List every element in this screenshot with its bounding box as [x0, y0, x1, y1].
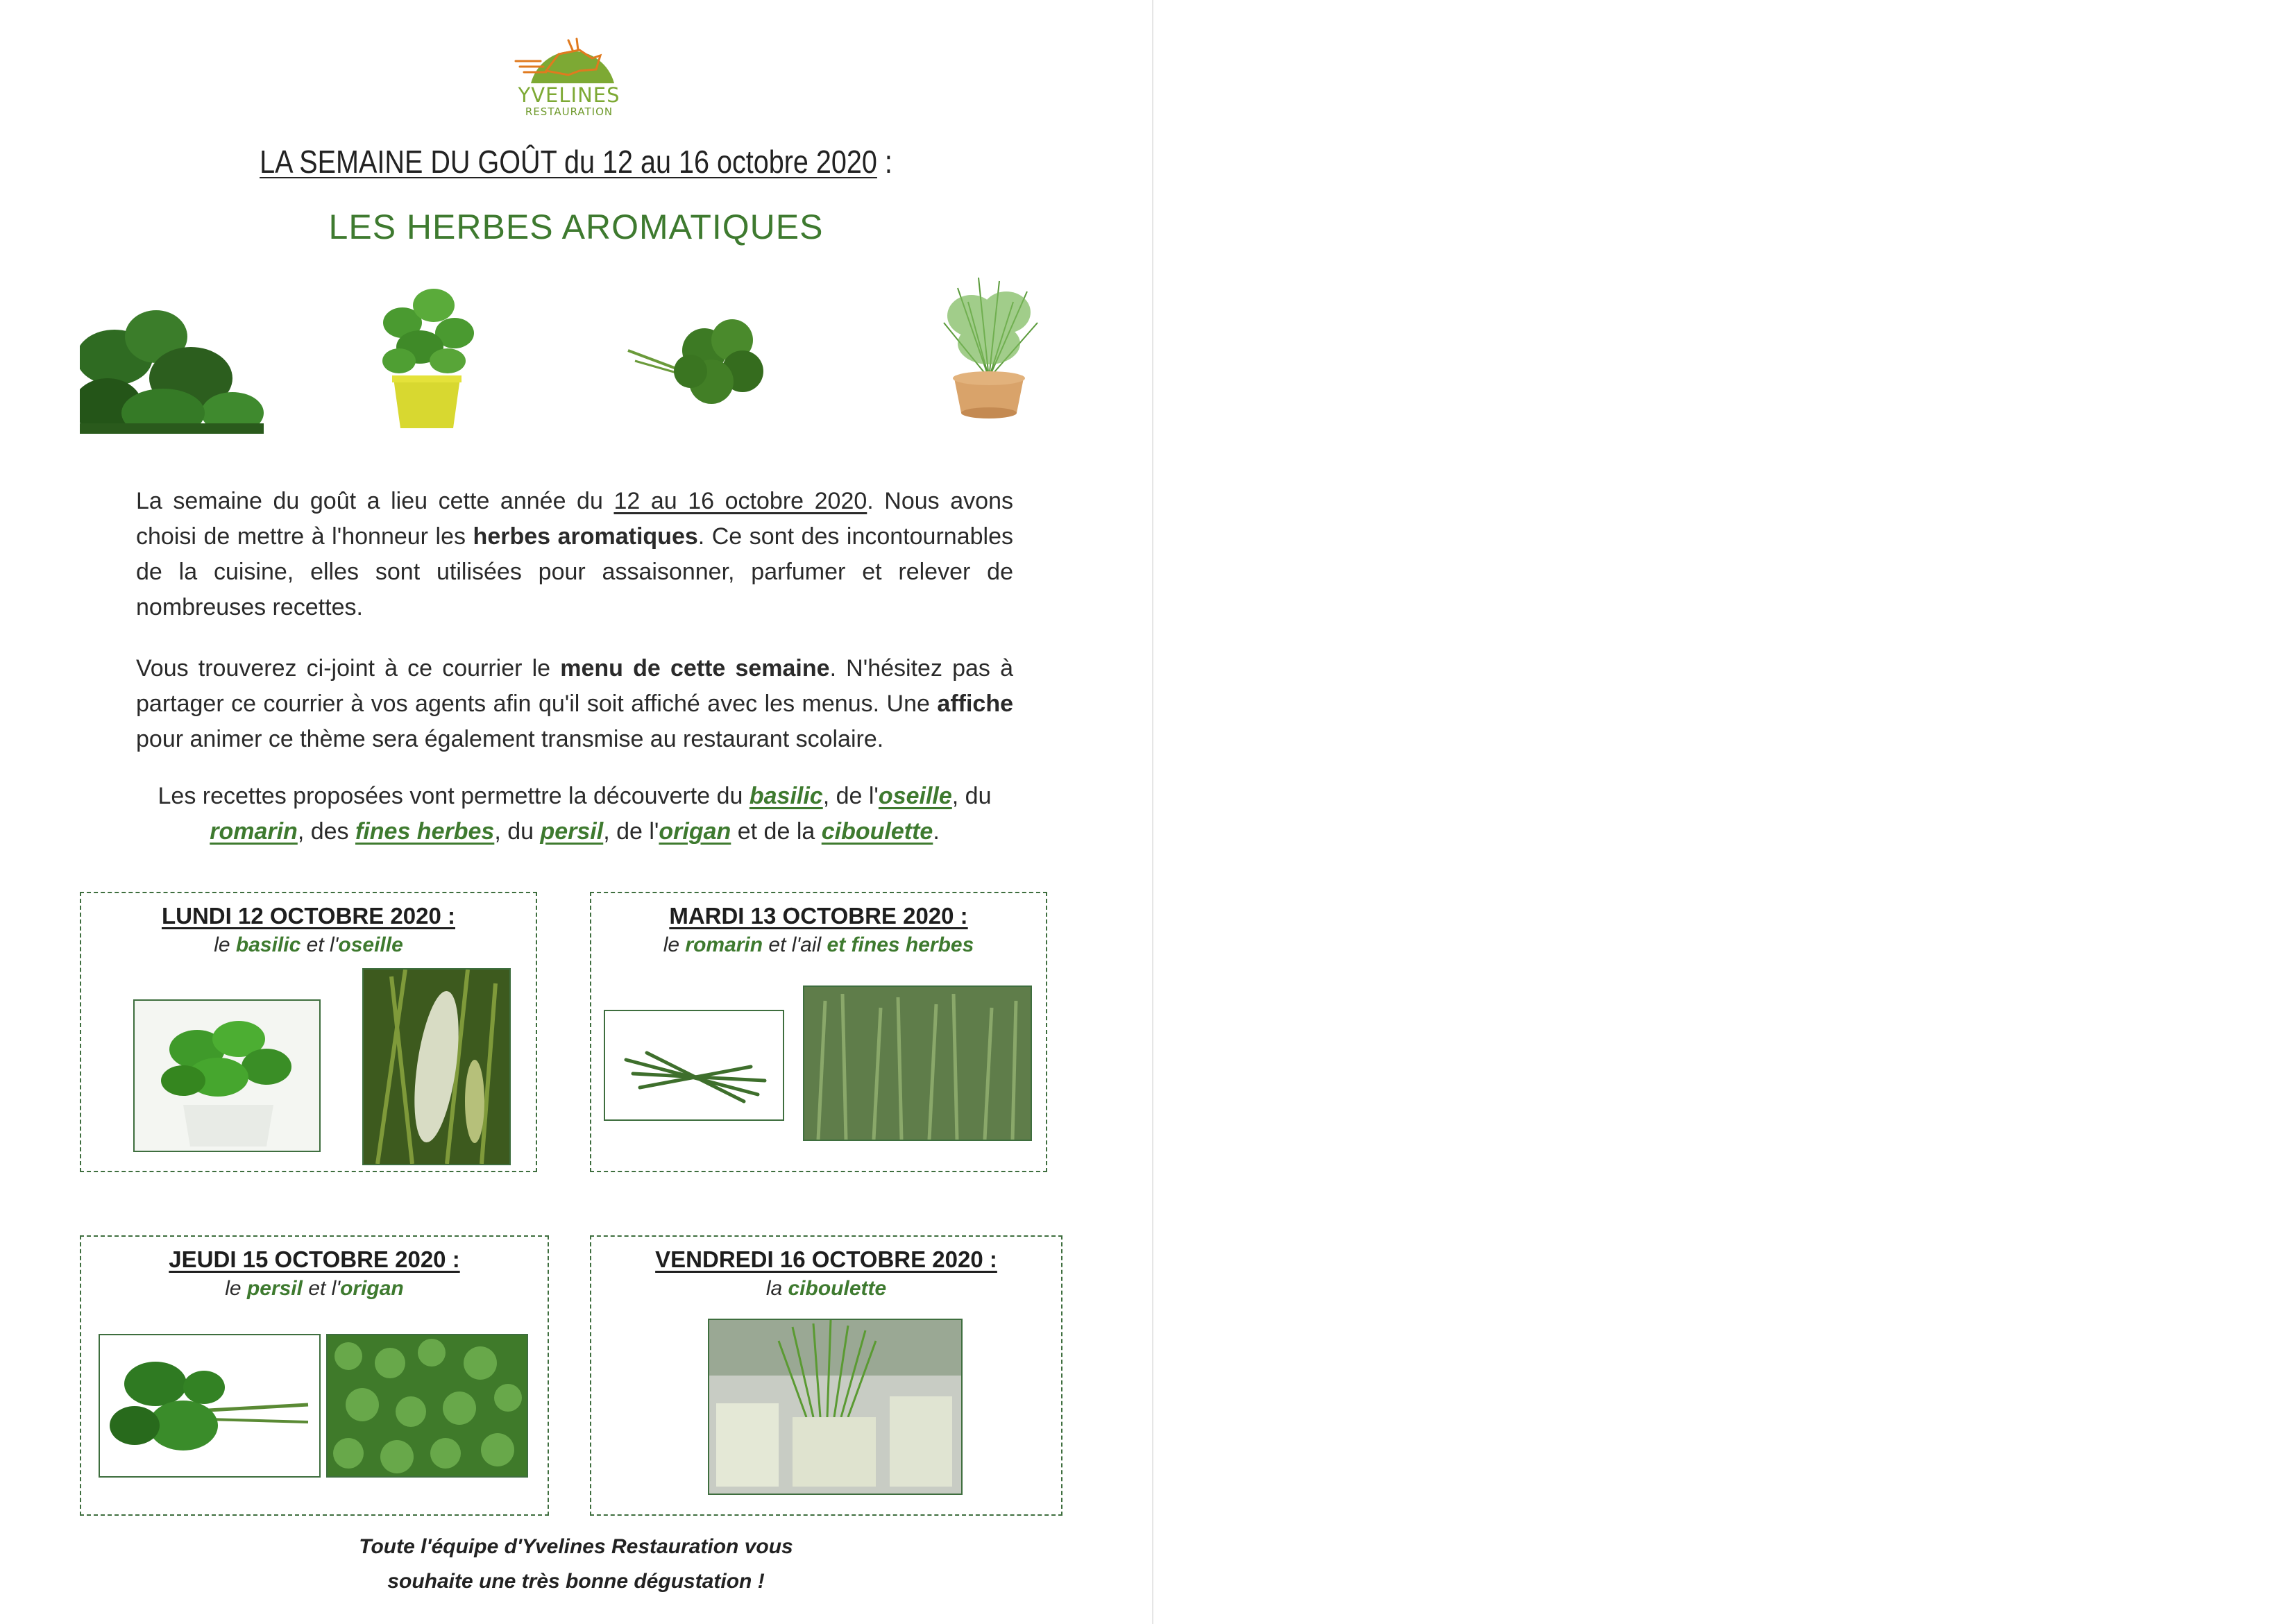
- page-title-main: LA SEMAINE DU GOÛT du 12 au 16 octobre 2020: [260, 144, 877, 180]
- herb-name-persil: persil: [540, 818, 604, 845]
- day-sub-pre: le: [214, 933, 236, 956]
- photo-oregano: [326, 1334, 528, 1478]
- closing-line-1: Toute l'équipe d'Yvelines Restauration vous: [359, 1535, 793, 1558]
- day-box-friday: [590, 1235, 1062, 1516]
- day-sub-pre: le: [663, 933, 686, 956]
- day-sub-mid: et l': [300, 933, 339, 956]
- herb-name-ciboulette: ciboulette: [821, 818, 933, 845]
- day-subtitle: [591, 933, 1046, 957]
- page-subtitle: LES HERBES AROMATIQUES: [328, 208, 824, 246]
- herb-name-oseille: oseille: [878, 783, 952, 809]
- photo-chives: [708, 1319, 963, 1495]
- day-title: JEUDI 15 OCTOBRE 2020 :: [169, 1246, 460, 1272]
- yvelines-logo: [510, 29, 628, 123]
- closing-line-2: souhaite une très bonne dégustation !: [387, 1570, 765, 1593]
- p2-bold-1: menu de cette semaine: [560, 655, 830, 682]
- p3-text-5: , du: [494, 818, 541, 845]
- photo-rosemary-sprigs: [604, 1010, 784, 1121]
- p2-text-3: pour animer ce thème sera également transmise au restaurant scolaire.: [136, 726, 884, 752]
- photo-rosemary-field: [803, 986, 1032, 1141]
- day-box-monday: [80, 892, 537, 1172]
- day-box-thursday: [80, 1235, 549, 1516]
- p3-text-3: , du: [951, 783, 992, 809]
- day-title: VENDREDI 16 OCTOBRE 2020 :: [655, 1246, 997, 1272]
- p3-text-2: , de l': [822, 783, 879, 809]
- p1-date: 12 au 16 octobre 2020: [613, 488, 867, 514]
- p2-text-2: . N'hésitez pas à partager ce courrier à vos agents afin qu'il soit affiché avec les menus. Une: [136, 655, 1013, 717]
- herb-name-fines-herbes: fines herbes: [355, 818, 495, 845]
- day-herb-2: oseille: [338, 933, 403, 956]
- intro-paragraph-3: [136, 779, 1013, 849]
- day-sub-mid: et l': [302, 1277, 341, 1300]
- p2-bold-2: affiche: [937, 691, 1013, 717]
- day-herb-2: origan: [340, 1277, 404, 1300]
- intro-paragraph-2: [136, 651, 1013, 757]
- p1-text-2: . Nous avons choisi de mettre à l'honneur les: [136, 488, 1013, 550]
- day-herb-1: persil: [246, 1277, 303, 1300]
- p3-text-6: , de l': [603, 818, 659, 845]
- herb-photo-parsley-bunch: [621, 274, 774, 434]
- photo-basil: [133, 999, 321, 1152]
- herb-photo-coriander: [80, 274, 264, 434]
- page-title-suffix: :: [876, 144, 892, 180]
- day-subtitle: [81, 933, 536, 957]
- day-sub-mid: et l'ail: [763, 933, 827, 956]
- p1-text-1: La semaine du goût a lieu cette année du: [136, 488, 614, 514]
- day-herb-1: ciboulette: [788, 1277, 887, 1300]
- day-herb-1: basilic: [235, 933, 301, 956]
- day-title: MARDI 13 OCTOBRE 2020 :: [669, 903, 968, 929]
- p3-text-7: et de la: [731, 818, 822, 845]
- blank-page: [1153, 0, 2295, 1624]
- day-sub-pre: la: [765, 1277, 788, 1300]
- p3-text-1: Les recettes proposées vont permettre la découverte du: [158, 783, 750, 809]
- intro-paragraph-1: [136, 484, 1013, 625]
- day-herb-1: romarin: [685, 933, 763, 956]
- herb-name-basilic: basilic: [749, 783, 823, 809]
- herb-name-origan: origan: [659, 818, 731, 845]
- photo-parsley: [99, 1334, 321, 1478]
- day-sub-pre: le: [225, 1277, 247, 1300]
- day-subtitle: [591, 1277, 1061, 1301]
- p2-text-1: Vous trouverez ci-joint à ce courrier le: [136, 655, 561, 682]
- herb-photo-basil-pot: [371, 274, 482, 434]
- page-title: [81, 143, 1072, 180]
- day-subtitle: [81, 1277, 548, 1301]
- logo-name: YVELINES: [518, 83, 620, 107]
- photo-sorrel: [362, 968, 511, 1165]
- day-title: LUNDI 12 OCTOBRE 2020 :: [161, 903, 455, 929]
- logo-emblem-icon: [510, 29, 628, 85]
- p3-text-8: .: [933, 818, 940, 845]
- day-box-tuesday: [590, 892, 1047, 1172]
- p1-bold: herbes aromatiques: [473, 523, 698, 550]
- closing-message: [0, 1530, 1152, 1599]
- day-herb-2: et fines herbes: [827, 933, 974, 956]
- logo-subtitle: RESTAURATION: [525, 105, 613, 118]
- herb-photo-dill-pot: [930, 274, 1048, 434]
- p1-text-3: . Ce sont des incontournables de la cuisine, elles sont utilisées pour assaisonner, parfumer et relever de nombreuses recettes.: [136, 523, 1013, 620]
- herb-name-romarin: romarin: [210, 818, 298, 845]
- p3-text-4: , des: [297, 818, 355, 845]
